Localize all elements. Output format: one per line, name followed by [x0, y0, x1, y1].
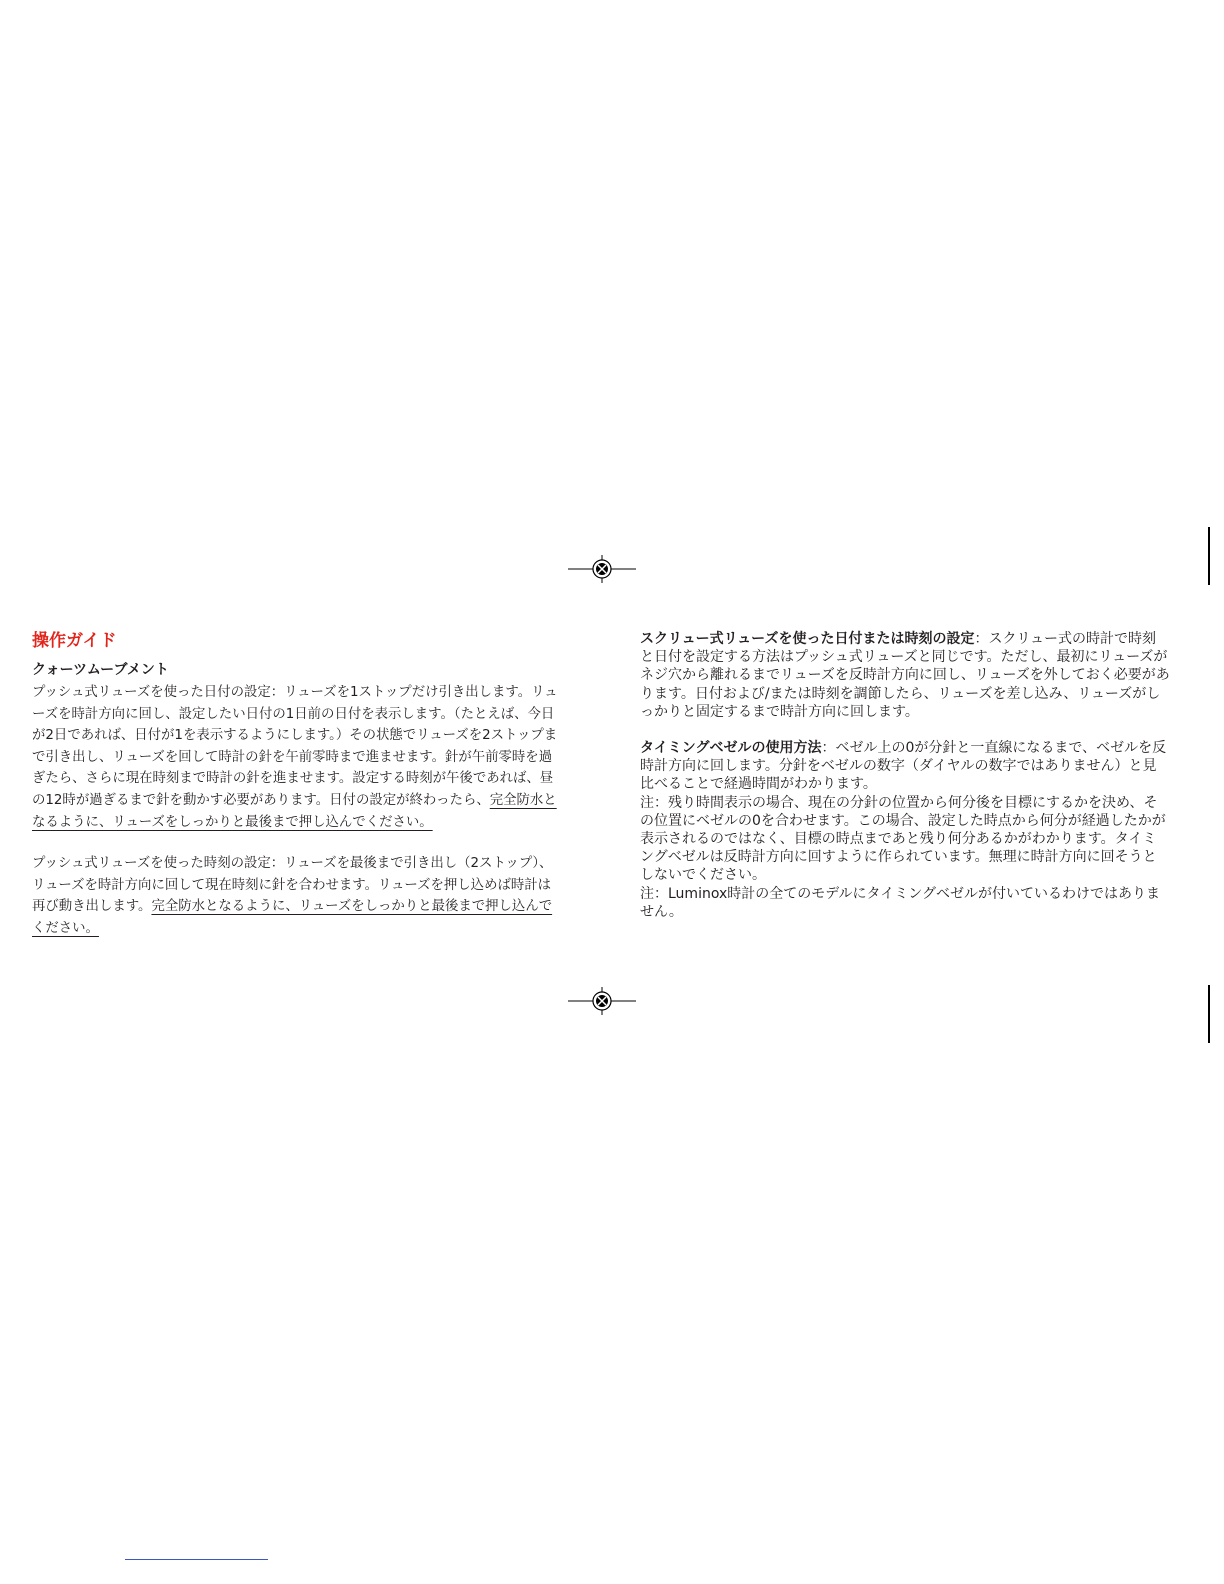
trim-line-lower [1208, 985, 1210, 1043]
screw-crown-paragraph [640, 630, 1170, 721]
registration-mark-bottom-icon [568, 987, 636, 1015]
timing-bezel-paragraph [640, 739, 1170, 794]
quartz-movement-subtitle: クォーツムーブメント [32, 662, 169, 678]
push-crown-date-paragraph [32, 682, 562, 833]
screw-crown-text: ：スクリュー式の時計で時刻と日付を設定する方法はプッシュ式リューズと同じです。ただし、最初にリューズがネジ穴から離れるまでリューズを反時計方向に回し、リューズを外しておく必要があります。日付および/または時刻を調節したら、リューズを差し込み、リューズがしっかりと固定するまで時計方向に回します。 [640, 631, 1170, 720]
push-crown-date-text: プッシュ式リューズを使った日付の設定：リューズを1ストップだけ引き出します。リューズを時計方向に回し、設定したい日付の1日前の日付を表示します。（たとえば、今日が2日であれば、日付が1を表示するようにします。）その状態でリューズを2ストップまで引き出し、リューズを回して時計の針を午前零時まで進ませます。針が午前零時を過ぎたら、さらに現在時刻まで時計の針を進ませます。設定する時刻が午後であれば、昼の12時が過ぎるまで針を動かす必要があります。日付の設定が終わったら、 [32, 685, 558, 808]
bottom-rule-line [125, 1559, 268, 1560]
push-crown-time-warning: 完全防水となるように、リューズをしっかりと最後まで押し込んでください。 [32, 899, 553, 936]
registration-mark-top-icon [568, 555, 636, 583]
countdown-note: 注：残り時間表示の場合、現在の分針の位置から何分後を目標にするかを決め、その位置にベゼルの0を合わせます。この場合、設定した時点から何分が経過したかが表示されるのではなく、目標の時点まであと残り何分あるかがわかります。タイミングベゼルは反時計方向に回すように作られています。無理に時計方向に回そうとしないでください。 [640, 794, 1166, 884]
left-column [32, 628, 562, 940]
push-crown-time-text: プッシュ式リューズを使った時刻の設定：リューズを最後まで引き出し（2ストップ）、リューズを時計方向に回して現在時刻に針を合わせます。リューズを押し込めば時計は再び動き出します。 [32, 856, 553, 915]
timing-bezel-text: ：ベゼル上の0が分針と一直線になるまで、ベゼルを反時計方向に回します。分針をベゼルの数字（ダイヤルの数字ではありません）と見比べることで経過時間がわかります。 [640, 740, 1167, 793]
screw-crown-heading: スクリュー式リューズを使った日付または時刻の設定 [640, 631, 975, 647]
operation-guide-title: 操作ガイド [32, 631, 117, 651]
push-crown-date-warning: 完全防水となるように、リューズをしっかりと最後まで押し込んでください。 [32, 792, 557, 830]
timing-bezel-heading: タイミングベゼルの使用方法 [640, 740, 822, 757]
trim-line-upper [1208, 527, 1210, 585]
model-availability-note: 注：Luminox時計の全てのモデルにタイミングベゼルが付いているわけではありません。 [640, 885, 1160, 920]
push-crown-time-paragraph [32, 853, 562, 939]
right-column [640, 630, 1170, 921]
